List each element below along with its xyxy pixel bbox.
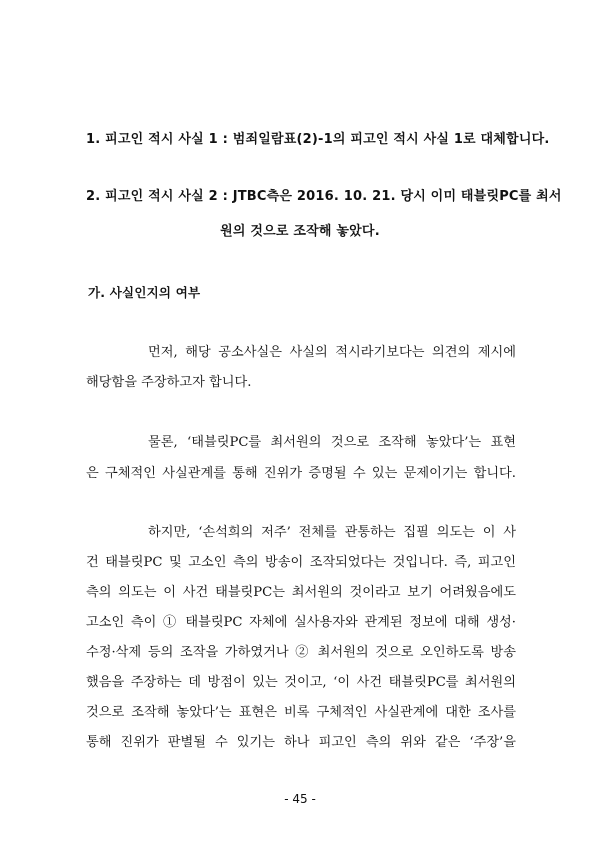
paragraph-3-line-3: 측의 의도는 이 사건 태블릿PC는 최서원의 것이라고 보기 어려웠음에도 <box>86 585 516 600</box>
heading-fact-1: 1. 피고인 적시 사실 1 : 범죄일람표(2)-1의 피고인 적시 사실 1로 대체합니다. <box>86 132 550 147</box>
heading-fact-2-line-1: 2. 피고인 적시 사실 2 : JTBC측은 2016. 10. 21. 당시 이미 태블릿PC를 최서 <box>86 189 562 204</box>
paragraph-3-line-5: 수정·삭제 등의 조작을 가하였거나 ② 최서원의 것으로 오인하도록 방송 <box>86 645 516 660</box>
subheading-factual-assertion: 가. 사실인지의 여부 <box>88 285 201 300</box>
page-number: - 45 - <box>284 792 316 806</box>
paragraph-3-line-1: 하지만, ‘손석희의 저주’ 전체를 관통하는 집필 의도는 이 사 <box>148 525 516 540</box>
paragraph-2-line-2: 은 구체적인 사실관계를 통해 진위가 증명될 수 있는 문제이기는 합니다. <box>86 466 516 481</box>
paragraph-3-line-7: 것으로 조작해 놓았다’는 표현은 비록 구체적인 사실관계에 대한 조사를 <box>86 705 516 720</box>
paragraph-3-line-2: 건 태블릿PC 및 고소인 측의 방송이 조작되었다는 것입니다. 즉, 피고인 <box>86 555 516 570</box>
paragraph-3-line-4: 고소인 측이 ① 태블릿PC 자체에 실사용자와 관계된 정보에 대해 생성· <box>86 615 516 630</box>
paragraph-1-line-1: 먼저, 해당 공소사실은 사실의 적시라기보다는 의견의 제시에 <box>148 345 516 360</box>
paragraph-3-line-6: 했음을 주장하는 데 방점이 있는 것이고, ‘이 사건 태블릿PC를 최서원의 <box>86 675 516 690</box>
heading-fact-2-line-2: 원의 것으로 조작해 놓았다. <box>220 224 380 239</box>
paragraph-1-line-2: 해당함을 주장하고자 합니다. <box>86 375 252 390</box>
paragraph-3-line-8: 통해 진위가 판별될 수 있기는 하나 피고인 측의 위와 같은 ‘주장’을 <box>86 735 516 750</box>
paragraph-2-line-1: 물론, ‘태블릿PC를 최서원의 것으로 조작해 놓았다’는 표현 <box>148 435 516 450</box>
